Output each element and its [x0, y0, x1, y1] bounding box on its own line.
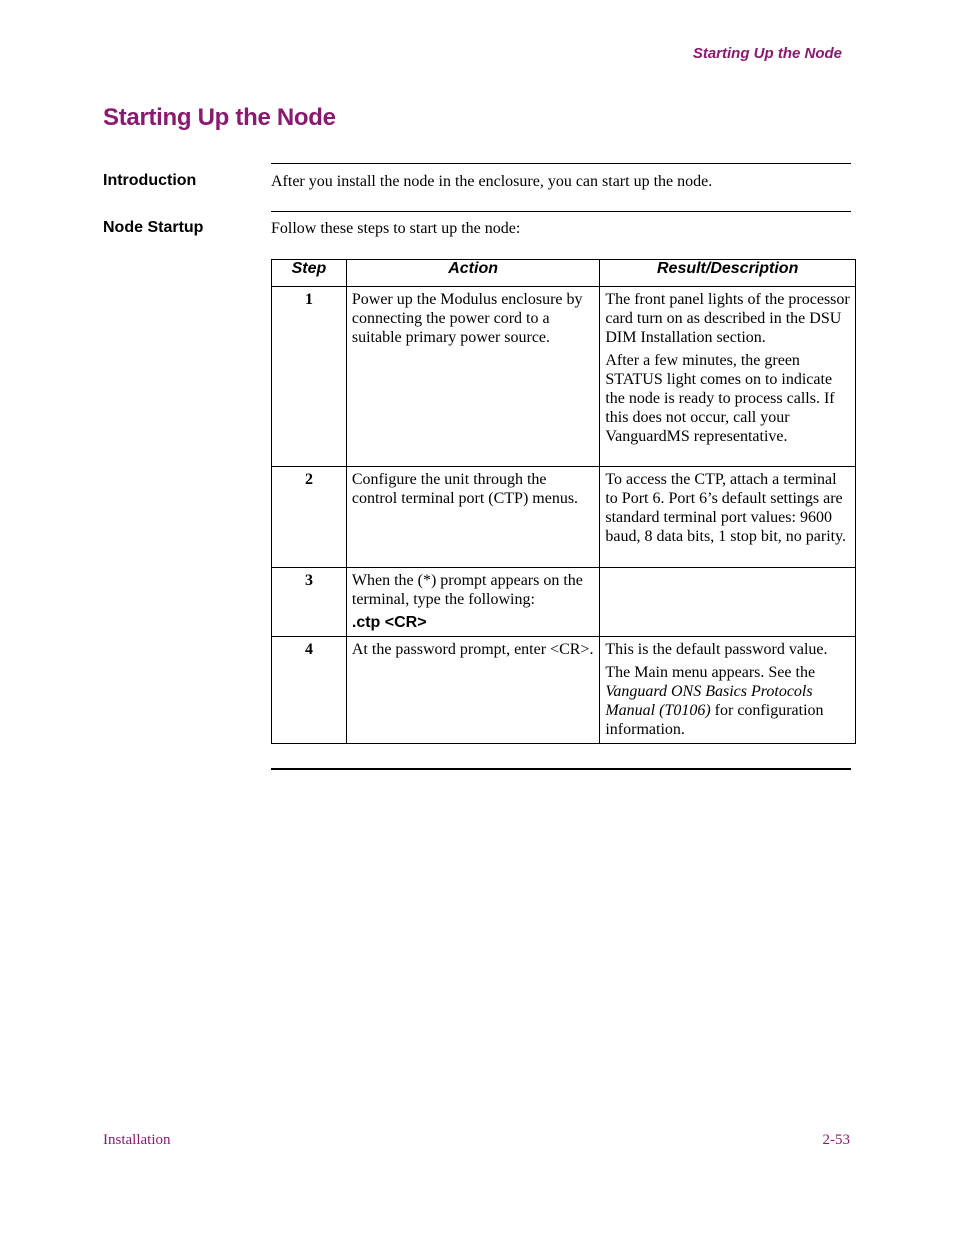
- result-text: The Main menu appears. See the: [605, 664, 816, 681]
- step-result: [600, 568, 856, 637]
- step-result: To access the CTP, attach a terminal to Port 6. Port 6’s default settings are standard terminal port values: 9600 baud, 8 data bits, 1 stop bit, no parity.: [600, 467, 856, 568]
- column-header-action: Action: [346, 260, 599, 287]
- node-startup-text: Follow these steps to start up the node:: [271, 220, 521, 237]
- step-number: 3: [272, 568, 347, 637]
- table-row: [272, 467, 856, 568]
- action-text: When the (*) prompt appears on the terminal, type the following:: [351, 572, 583, 608]
- running-header: Starting Up the Node: [692, 45, 842, 62]
- column-header-step: Step: [272, 260, 347, 287]
- table-row: [272, 637, 856, 744]
- command-text: .ctp <CR>: [351, 614, 427, 631]
- step-result: [600, 637, 856, 744]
- step-number: 2: [272, 467, 347, 568]
- result-paragraph: [605, 663, 850, 739]
- result-text: for configuration information.: [605, 702, 824, 738]
- step-number: 1: [272, 287, 347, 467]
- end-rule: [271, 768, 851, 770]
- page-title: Starting Up the Node: [103, 104, 336, 131]
- introduction-heading: Introduction: [103, 172, 197, 189]
- footer-page-number: 2-53: [822, 1132, 850, 1148]
- steps-table: [271, 259, 856, 744]
- footer-chapter: Installation: [103, 1132, 171, 1148]
- section-divider: [271, 163, 851, 164]
- step-result: [600, 287, 856, 467]
- result-paragraph: After a few minutes, the green STATUS light comes on to indicate the node is ready to process calls. If this does not occur, call your VanguardMS representative.: [605, 352, 835, 445]
- table-row: [272, 568, 856, 637]
- column-header-result: Result/Description: [600, 260, 856, 287]
- step-action: Configure the unit through the control terminal port (CTP) menus.: [346, 467, 599, 568]
- result-paragraph: This is the default password value.: [605, 641, 828, 658]
- step-action: [346, 568, 599, 637]
- table-header-row: [272, 260, 856, 287]
- table-row: [272, 287, 856, 467]
- manual-reference: Vanguard ONS Basics Protocols Manual (T0106): [605, 683, 813, 719]
- step-action: At the password prompt, enter <CR>.: [346, 637, 599, 744]
- section-divider: [271, 211, 851, 212]
- result-paragraph: The front panel lights of the processor card turn on as described in the DSU DIM Installation section.: [605, 291, 850, 346]
- introduction-text: After you install the node in the enclosure, you can start up the node.: [271, 173, 713, 190]
- step-action: Power up the Modulus enclosure by connecting the power cord to a suitable primary power source.: [346, 287, 599, 467]
- node-startup-heading: Node Startup: [103, 219, 204, 236]
- step-number: 4: [272, 637, 347, 744]
